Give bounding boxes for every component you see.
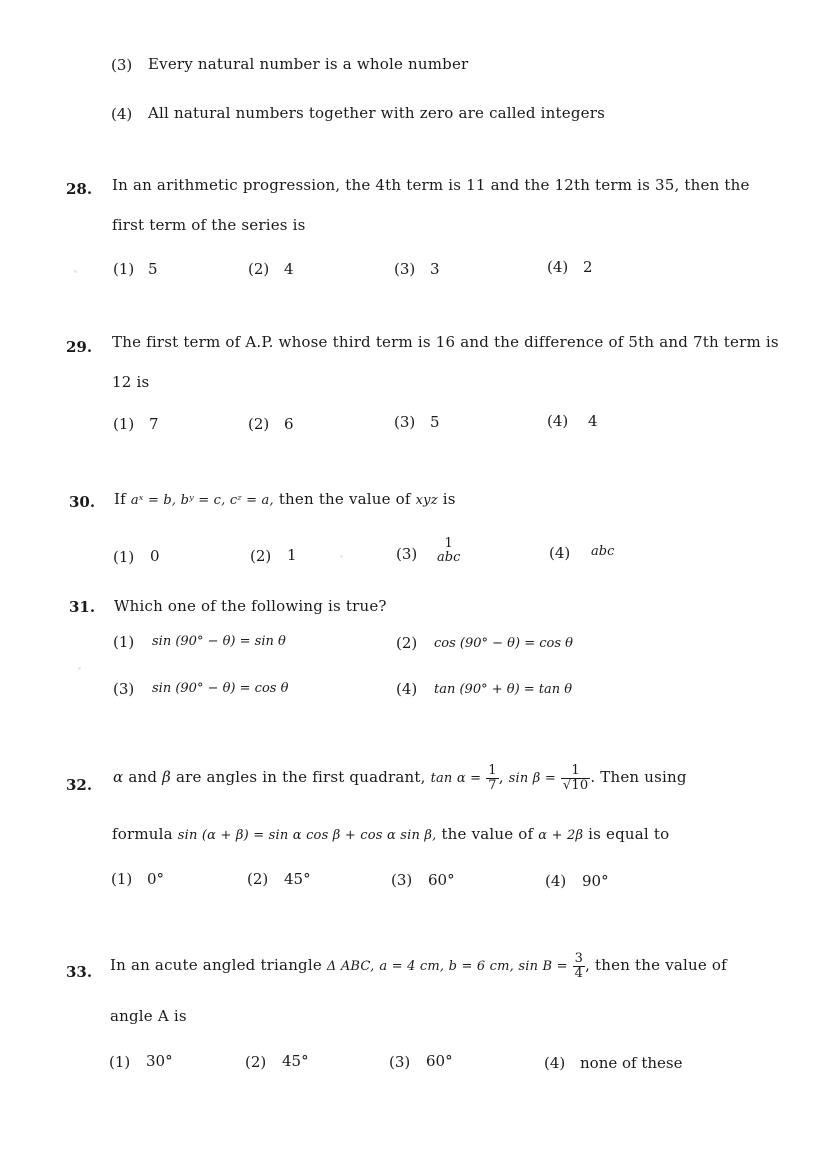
question-text: Which one of the following is true? [114, 597, 387, 615]
option-number: (4) [549, 544, 571, 562]
question-text: angle A is [110, 1007, 187, 1025]
question-text: . Then using [590, 768, 687, 787]
math-variable: α [113, 768, 124, 787]
option-value: 4 [284, 260, 294, 278]
option-number: (3) [394, 260, 416, 278]
fraction [435, 537, 462, 564]
option-value: 60° [428, 871, 455, 889]
question-line [112, 825, 669, 843]
question-number: 33. [66, 963, 93, 981]
option-formula: cos (90° − θ) = cos θ [434, 636, 573, 651]
option-number: (3) [113, 680, 135, 698]
scan-speck [78, 667, 81, 670]
option-number: (4) [547, 412, 569, 430]
fraction-denominator: 7 [488, 777, 497, 793]
option-number: (3) [394, 413, 416, 431]
option-value: 5 [148, 260, 158, 278]
option-value: 60° [426, 1052, 453, 1070]
question-text: , then the value of [585, 956, 727, 975]
option-value: 45° [284, 870, 311, 888]
question-line [110, 952, 727, 980]
question-number: 30. [69, 493, 96, 511]
option-number: (1) [113, 415, 135, 433]
option-number: (3) [111, 56, 133, 74]
option-formula: sin (90° − θ) = cos θ [152, 681, 289, 696]
question-line [113, 764, 687, 792]
question-text: 12 is [112, 373, 150, 391]
scan-speck [340, 555, 343, 558]
question-text: then the value of [278, 490, 411, 508]
option-number: (4) [111, 105, 133, 123]
option-value: 6 [284, 415, 294, 433]
question-text: are angles in the first quadrant, [175, 768, 426, 787]
question-text: is equal to [588, 825, 670, 843]
question-number: 31. [69, 598, 96, 616]
fraction-numerator: 1 [444, 536, 453, 551]
question-line [114, 490, 456, 508]
option-number: (1) [111, 870, 133, 888]
option-value: 0° [147, 870, 165, 888]
option-value: 4 [588, 412, 598, 430]
question-text: The first term of A.P. whose third term is 16 and the difference of 5th and 7th term is [112, 333, 779, 351]
math-expression: α + 2β [538, 828, 584, 843]
scan-speck [74, 270, 77, 273]
option-number: (3) [396, 545, 418, 563]
option-number: (3) [391, 871, 413, 889]
option-number: (4) [396, 680, 418, 698]
option-text: All natural numbers together with zero are called integers [148, 104, 605, 122]
option-value: 1 [287, 546, 297, 564]
fraction [486, 764, 498, 792]
option-value: 3 [430, 260, 440, 278]
option-value: 5 [430, 413, 440, 431]
option-value: 30° [146, 1052, 173, 1070]
option-value: abc [591, 544, 615, 559]
question-text: and [128, 768, 158, 787]
option-number: (2) [248, 260, 270, 278]
option-number: (1) [113, 633, 135, 651]
option-value: 45° [282, 1052, 309, 1070]
fraction [561, 764, 590, 792]
fraction-numerator: 3 [574, 951, 584, 966]
option-number: (2) [247, 870, 269, 888]
question-text: If [114, 490, 126, 508]
fraction-denominator: abc [437, 549, 461, 565]
math-variable: β [162, 768, 171, 787]
option-text: Every natural number is a whole number [148, 55, 469, 73]
option-number: (3) [389, 1053, 411, 1071]
question-text: the value of [441, 825, 534, 843]
fraction-numerator: 1 [488, 763, 497, 778]
question-text: In an arithmetic progression, the 4th term is 11 and the 12th term is 35, then the [112, 176, 750, 194]
fraction [573, 952, 585, 980]
question-number: 28. [66, 180, 93, 198]
fraction-denominator: 4 [574, 965, 584, 981]
option-value: 7 [149, 415, 159, 433]
question-number: 32. [66, 776, 93, 794]
fraction-denominator: √10 [562, 777, 589, 793]
option-number: (4) [545, 872, 567, 890]
option-number: (2) [245, 1053, 267, 1071]
option-formula: sin (90° − θ) = sin θ [152, 634, 286, 649]
question-number: 29. [66, 338, 93, 356]
option-value: none of these [580, 1054, 683, 1072]
option-number: (4) [547, 258, 569, 276]
option-value: 0 [150, 547, 160, 565]
math-expression: a = 4 cm, b = 6 cm, sin B = [379, 959, 568, 975]
option-value: 2 [583, 258, 593, 276]
math-expression: aˣ = b, bʸ = c, cᶻ = a, [130, 493, 274, 508]
option-formula: tan (90° + θ) = tan θ [434, 682, 573, 697]
question-text: formula [112, 825, 173, 843]
question-text: first term of the series is [112, 216, 306, 234]
option-number: (2) [396, 634, 418, 652]
option-number: (4) [544, 1054, 566, 1072]
math-variable: xyz [415, 493, 438, 508]
option-number: (1) [113, 548, 135, 566]
option-number: (2) [250, 547, 272, 565]
option-number: (1) [113, 260, 135, 278]
option-value: 90° [582, 872, 609, 890]
math-expression: sin β = [508, 771, 556, 787]
math-expression: tan α = [430, 771, 482, 787]
math-formula: sin (α + β) = sin α cos β + cos α sin β, [177, 828, 437, 843]
punctuation: , [498, 768, 504, 787]
option-number: (1) [109, 1053, 131, 1071]
math-expression: Δ ABC, [326, 959, 375, 975]
option-number: (2) [248, 415, 270, 433]
question-text: In an acute angled triangle [110, 956, 322, 975]
question-text: is [442, 490, 456, 508]
fraction-numerator: 1 [561, 764, 590, 779]
